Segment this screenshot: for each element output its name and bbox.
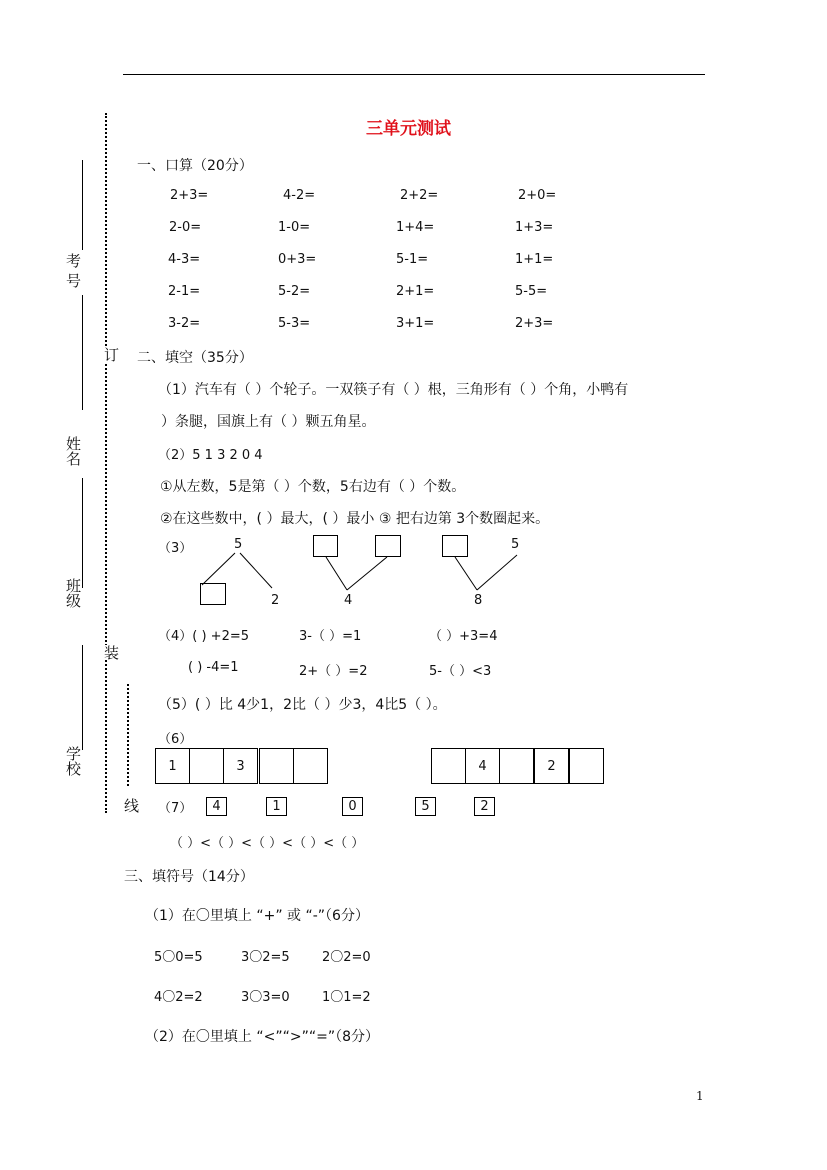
sequence-cell[interactable] bbox=[189, 748, 224, 784]
q4-item: ( ) -4=1 bbox=[188, 660, 239, 675]
arith-item: 2+0= bbox=[518, 188, 557, 203]
sequence-cell[interactable] bbox=[499, 748, 534, 784]
arith-item: 1-0= bbox=[278, 220, 311, 235]
q4-item: （4）( ) +2=5 bbox=[158, 629, 250, 644]
arith-item: 5-2= bbox=[278, 284, 311, 299]
s3-part1-heading: （1）在〇里填上 “+” 或 “-”（6分） bbox=[145, 908, 369, 924]
arith-item: 1+3= bbox=[515, 220, 554, 235]
page-title: 三单元测试 bbox=[366, 119, 451, 139]
q4-item: 5-（ ）<3 bbox=[429, 664, 492, 679]
arith-item: 5-1= bbox=[396, 252, 429, 267]
exam-number-label: 考 号 bbox=[64, 253, 82, 288]
bond-number: 5 bbox=[511, 537, 520, 552]
q3-label: （3） bbox=[158, 541, 193, 556]
arith-item: 2-1= bbox=[168, 284, 201, 299]
arith-item: 2-0= bbox=[169, 220, 202, 235]
sequence-cell[interactable]: 3 bbox=[223, 748, 258, 784]
q4-item: 3-（ ）=1 bbox=[299, 629, 362, 644]
bond-number: 4 bbox=[344, 593, 353, 608]
arith-item: 2+3= bbox=[170, 188, 209, 203]
number-card: 4 bbox=[206, 797, 227, 816]
class-label: 班级 bbox=[64, 578, 82, 608]
arith-item: 2+1= bbox=[396, 284, 435, 299]
s3-part2-heading: （2）在〇里填上 “<”“>”“=”（8分） bbox=[145, 1029, 379, 1045]
arith-item: 1+4= bbox=[396, 220, 435, 235]
section3-heading: 三、填符号（14分） bbox=[124, 869, 254, 885]
bond-answer-box[interactable] bbox=[200, 583, 226, 605]
q4-item: （ ）+3=4 bbox=[429, 629, 498, 644]
number-card: 0 bbox=[342, 797, 363, 816]
section1-heading: 一、口算（20分） bbox=[137, 158, 253, 174]
sequence-cell[interactable]: 4 bbox=[465, 748, 500, 784]
symbol-item: 1〇1=2 bbox=[322, 990, 371, 1005]
arith-item: 1+1= bbox=[515, 252, 554, 267]
xian-label: 线 bbox=[122, 798, 140, 813]
arith-item: 3-2= bbox=[168, 316, 201, 331]
q1-line2: ）条腿，国旗上有（ ）颗五角星。 bbox=[161, 414, 376, 430]
q7-ordering-blanks: （ ）<（ ）<（ ）<（ ）<（ ） bbox=[170, 836, 365, 851]
symbol-item: 2〇2=0 bbox=[322, 950, 371, 965]
sequence-cell[interactable] bbox=[293, 748, 328, 784]
arith-item: 3+1= bbox=[396, 316, 435, 331]
symbol-item: 3〇3=0 bbox=[241, 990, 290, 1005]
q6-label: （6） bbox=[158, 732, 193, 747]
symbol-item: 3〇2=5 bbox=[241, 950, 290, 965]
q1-line1: （1）汽车有（ ）个轮子。一双筷子有（ ）根，三角形有（ ）个角，小鸭有 bbox=[158, 382, 629, 398]
number-card: 2 bbox=[474, 797, 495, 816]
arith-item: 2+2= bbox=[400, 188, 439, 203]
school-label: 学校 bbox=[64, 746, 82, 776]
number-card: 1 bbox=[266, 797, 287, 816]
q2-line2: ①从左数，5是第（ ）个数，5右边有（ ）个数。 bbox=[160, 479, 466, 495]
arith-item: 4-2= bbox=[283, 188, 316, 203]
sequence-cell[interactable]: 1 bbox=[155, 748, 190, 784]
arith-item: 2+3= bbox=[515, 316, 554, 331]
arith-item: 0+3= bbox=[278, 252, 317, 267]
symbol-item: 4〇2=2 bbox=[154, 990, 203, 1005]
q2-line3: ②在这些数中，( ）最大，( ）最小 ③ 把右边第 3个数圈起来。 bbox=[160, 511, 550, 527]
name-label: 姓名 bbox=[64, 436, 82, 466]
bond-answer-box[interactable] bbox=[442, 535, 468, 557]
number-card: 5 bbox=[415, 797, 436, 816]
bond-number: 2 bbox=[271, 593, 280, 608]
bond-number: 8 bbox=[474, 593, 483, 608]
bond-answer-box[interactable] bbox=[375, 535, 401, 557]
page-number: 1 bbox=[696, 1089, 704, 1103]
arith-item: 5-3= bbox=[278, 316, 311, 331]
sequence-cell[interactable] bbox=[569, 748, 604, 784]
sequence-cell[interactable] bbox=[431, 748, 466, 784]
q2-line1: （2）5 1 3 2 0 4 bbox=[158, 448, 263, 463]
zhuang-label: 装 bbox=[102, 645, 120, 660]
q7-label: （7） bbox=[158, 801, 193, 816]
symbol-item: 5〇0=5 bbox=[154, 950, 203, 965]
arith-item: 5-5= bbox=[515, 284, 548, 299]
arith-item: 4-3= bbox=[168, 252, 201, 267]
bond-number: 5 bbox=[234, 537, 243, 552]
sequence-cell[interactable]: 2 bbox=[534, 748, 569, 784]
q4-item: 2+（ ）=2 bbox=[299, 664, 368, 679]
ding-label: 订 bbox=[102, 347, 120, 362]
sequence-cell[interactable] bbox=[259, 748, 294, 784]
q5-text: （5）( ）比 4少1，2比（ ）少3，4比5（ ）。 bbox=[158, 697, 447, 713]
section2-heading: 二、填空（35分） bbox=[137, 350, 253, 366]
bond-answer-box[interactable] bbox=[313, 535, 338, 557]
